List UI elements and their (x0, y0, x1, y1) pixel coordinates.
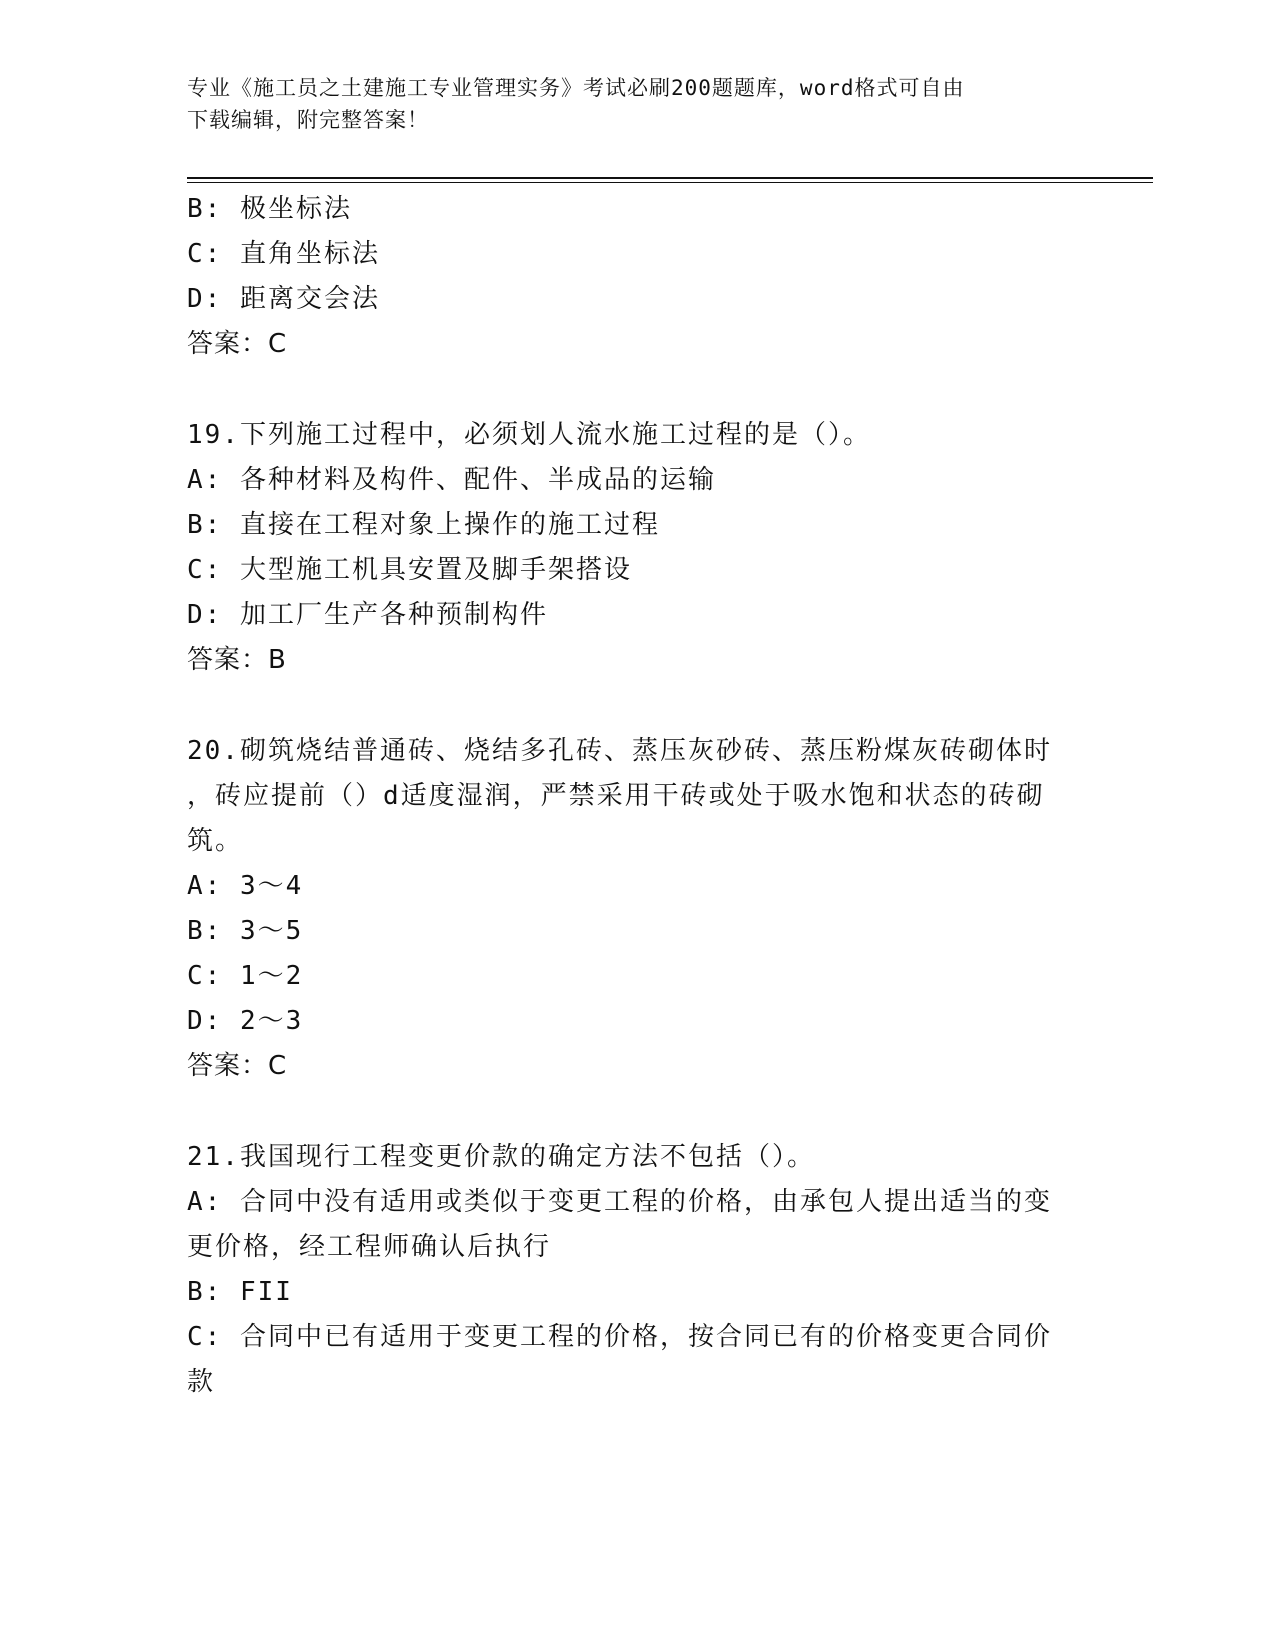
answer: 答案：C (187, 1051, 288, 1081)
option-a: A: 各种材料及构件、配件、半成品的运输 (187, 465, 716, 495)
question-spacer (187, 367, 1087, 413)
option-a: A: 3～4 (187, 871, 304, 901)
option-d: D: 距离交会法 (187, 284, 380, 314)
question-stem: 21.我国现行工程变更价款的确定方法不包括（）。 (187, 1142, 815, 1172)
question-stem-line: 筑。 (187, 826, 244, 856)
header-title-line-2: 下载编辑，附完整答案！ (187, 108, 429, 132)
option-b: B: FII (187, 1277, 293, 1307)
question-18-continued (187, 187, 1087, 367)
option-c: C: 大型施工机具安置及脚手架搭设 (187, 555, 632, 585)
question-stem-line: ，砖应提前（）d适度湿润，严禁采用干砖或处于吸水饱和状态的砖砌 (187, 781, 1045, 811)
header-divider-thin (187, 182, 1153, 183)
option-c-line: C: 合同中已有适用于变更工程的价格，按合同已有的价格变更合同价 (187, 1322, 1052, 1352)
option-b: B: 直接在工程对象上操作的施工过程 (187, 510, 660, 540)
option-a-line: 更价格，经工程师确认后执行 (187, 1232, 552, 1262)
question-spacer (187, 1089, 1087, 1135)
question-19 (187, 413, 1087, 683)
header-divider-thick (187, 177, 1153, 179)
option-c: C: 1～2 (187, 961, 304, 991)
question-stem-line: 20.砌筑烧结普通砖、烧结多孔砖、蒸压灰砂砖、蒸压粉煤灰砖砌体时 (187, 736, 1052, 766)
option-c: C: 直角坐标法 (187, 239, 380, 269)
answer: 答案：C (187, 329, 288, 359)
option-a-line: A: 合同中没有适用或类似于变更工程的价格，由承包人提出适当的变 (187, 1187, 1052, 1217)
option-d: D: 加工厂生产各种预制构件 (187, 600, 548, 630)
option-b: B: 极坐标法 (187, 194, 352, 224)
header-title-line-1: 专业《施工员之土建施工专业管理实务》考试必刷200题题库，word格式可自由 (187, 76, 965, 100)
option-d: D: 2～3 (187, 1006, 304, 1036)
option-c-line: 款 (187, 1367, 216, 1397)
question-list (187, 187, 1087, 1405)
question-21 (187, 1135, 1087, 1405)
option-b: B: 3～5 (187, 916, 304, 946)
answer: 答案：B (187, 645, 287, 675)
question-stem: 19.下列施工过程中，必须划人流水施工过程的是（）。 (187, 420, 871, 450)
question-20 (187, 729, 1087, 1089)
question-spacer (187, 683, 1087, 729)
document-header (187, 72, 1067, 136)
